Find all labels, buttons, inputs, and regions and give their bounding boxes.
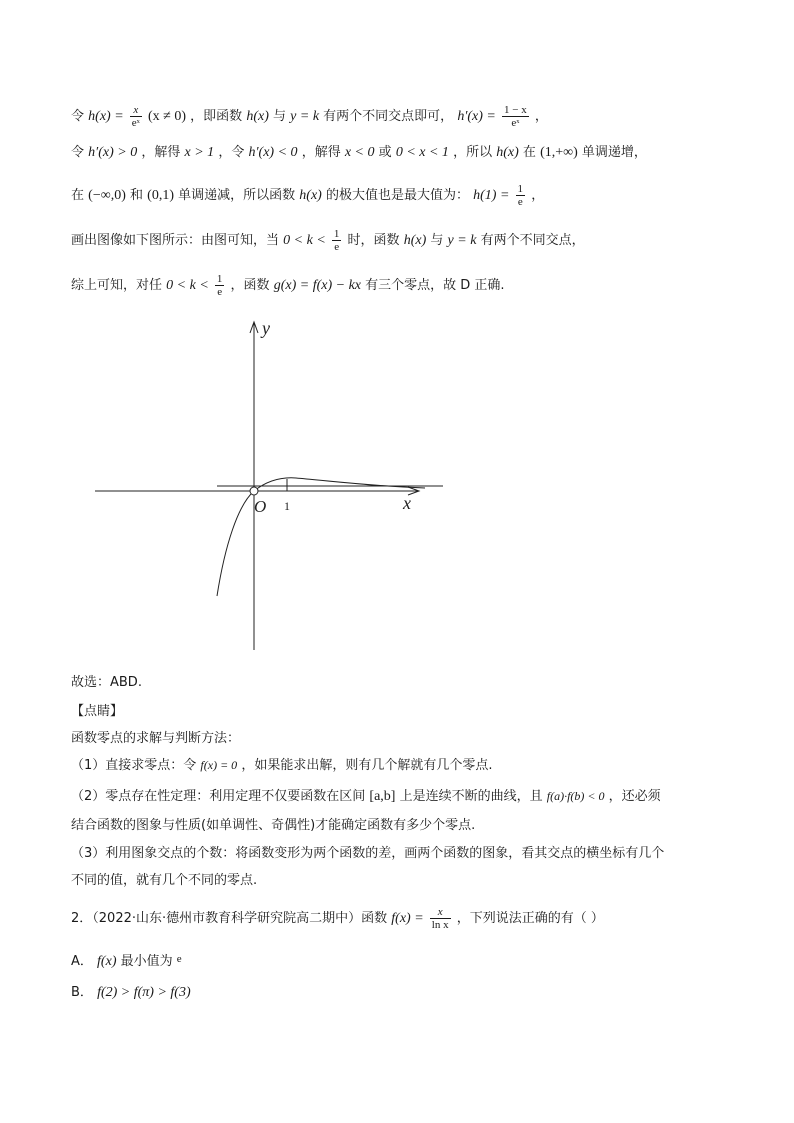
x-axis-label: x xyxy=(403,493,411,513)
text: 有三个零点，故 D 正确. xyxy=(365,278,505,293)
text: ，所以 xyxy=(453,145,493,160)
math: f(a)·f(b) < 0 xyxy=(546,789,605,803)
origin-hole xyxy=(250,487,258,495)
text: 2．（2022·山东·德州市教育科学研究院高二期中）函数 xyxy=(71,911,388,926)
math: 0 < k < xyxy=(283,233,326,248)
dianjing-point-1 xyxy=(71,755,492,776)
option-label: A． xyxy=(71,954,93,969)
text: 或 xyxy=(378,145,392,160)
math: e xyxy=(176,953,182,965)
math: g(x) = f(x) − kx xyxy=(273,278,361,293)
text: 上是连续不断的曲线，且 xyxy=(399,789,543,804)
answer: 故选：ABD. xyxy=(71,675,142,690)
text: 画出图像如下图所示：由图可知，当 xyxy=(71,233,280,248)
option-label: B． xyxy=(71,985,93,1000)
math-h-prime: h′(x) = xyxy=(457,109,496,124)
text: （1）直接求零点：令 xyxy=(71,758,197,773)
math: 0 < x < 1 xyxy=(395,145,449,160)
origin-label: O xyxy=(254,497,267,516)
math-hx: h(x) xyxy=(246,109,269,124)
math: 0 < k < xyxy=(166,278,209,293)
dianjing-title: 【点睛】 xyxy=(71,704,124,719)
text: 令 xyxy=(71,109,85,124)
text: ，函数 xyxy=(230,278,270,293)
math: f(2) > f(π) > f(3) xyxy=(97,985,191,1000)
tick-label-1: 1 xyxy=(284,499,290,513)
curve-h-x xyxy=(217,478,425,596)
dianjing-point-2-cont: 结合函数的图象与性质(如单调性、奇偶性)才能确定函数有多少个零点. xyxy=(71,818,476,833)
math-interval: (−∞,0) xyxy=(88,188,126,203)
text: 的极大值也是最大值为： xyxy=(325,188,469,203)
text: 在 xyxy=(522,145,536,160)
math-interval: (0,1) xyxy=(147,188,174,203)
text: ，还必须 xyxy=(608,789,661,804)
text: 单调递增， xyxy=(581,145,647,160)
fraction-x-over-lnx: $\frac{x}{\text{ln x}}$ xyxy=(431,906,449,931)
text: 综上可知，对任 xyxy=(71,278,163,293)
text: ，解得 xyxy=(301,145,341,160)
math: f(x) = xyxy=(391,911,424,926)
math-interval: [a,b] xyxy=(369,789,396,804)
option-b xyxy=(71,983,191,1003)
text: 与 xyxy=(430,233,444,248)
math: h′(x) > 0 xyxy=(88,145,138,160)
text: ， xyxy=(531,188,545,203)
text: 和 xyxy=(130,188,144,203)
dianjing-point-3-cont: 不同的值，就有几个不同的零点. xyxy=(71,873,258,888)
question-2-stem xyxy=(71,906,604,931)
text: 有两个不同交点， xyxy=(480,233,585,248)
text: 在 xyxy=(71,188,85,203)
fraction-one-over-e: $\frac{1}{e}$ xyxy=(333,228,340,253)
math: y = k xyxy=(447,233,477,248)
math-condition: (x ≠ 0) xyxy=(148,109,187,124)
text: 时，函数 xyxy=(347,233,400,248)
math: h(x) xyxy=(299,188,322,203)
math-interval: (1,+∞) xyxy=(540,145,578,160)
math: f(x) = 0 xyxy=(200,758,238,772)
text: 最小值为 xyxy=(120,954,173,969)
text: 单调递减，所以函数 xyxy=(178,188,296,203)
math-y-eq-k: y = k xyxy=(290,109,320,124)
math: x < 0 xyxy=(344,145,375,160)
text: （2）零点存在性定理：利用定理不仅要函数在区间 xyxy=(71,789,366,804)
fraction-derivative: $\frac{1 - x}{\text{eˣ}}$ xyxy=(504,104,527,129)
math: h′(x) < 0 xyxy=(248,145,298,160)
math: h(1) = xyxy=(473,188,510,203)
fraction-one-over-e: $\frac{1}{e}$ xyxy=(517,183,524,208)
text: ，解得 xyxy=(141,145,181,160)
text: ，令 xyxy=(218,145,245,160)
text: ，下列说法正确的有（ ） xyxy=(456,911,604,926)
fraction-one-over-e: $\frac{1}{e}$ xyxy=(216,273,223,298)
dianjing-intro: 函数零点的求解与判断方法： xyxy=(71,731,241,746)
dianjing-point-3: （3）利用图象交点的个数：将函数变形为两个函数的差，画两个函数的图象，看其交点的横坐标有几个 xyxy=(71,846,665,861)
math: x > 1 xyxy=(184,145,215,160)
comma: ， xyxy=(534,109,548,124)
math-h-def: h(x) = xyxy=(88,109,124,124)
text: ，即函数 xyxy=(190,109,243,124)
math: f(x) xyxy=(97,954,117,969)
y-axis-label: y xyxy=(262,318,270,338)
option-a xyxy=(71,949,182,972)
math: h(x) xyxy=(403,233,427,248)
text: 有两个不同交点即可， xyxy=(323,109,454,124)
text: 与 xyxy=(273,109,287,124)
fraction-x-over-ex: $\frac{x}{\text{eˣ}}$ xyxy=(131,104,140,129)
math: h(x) xyxy=(496,145,519,160)
text: ，如果能求出解，则有几个解就有几个零点. xyxy=(241,758,493,773)
text: 令 xyxy=(71,145,85,160)
dianjing-point-2 xyxy=(71,786,661,807)
